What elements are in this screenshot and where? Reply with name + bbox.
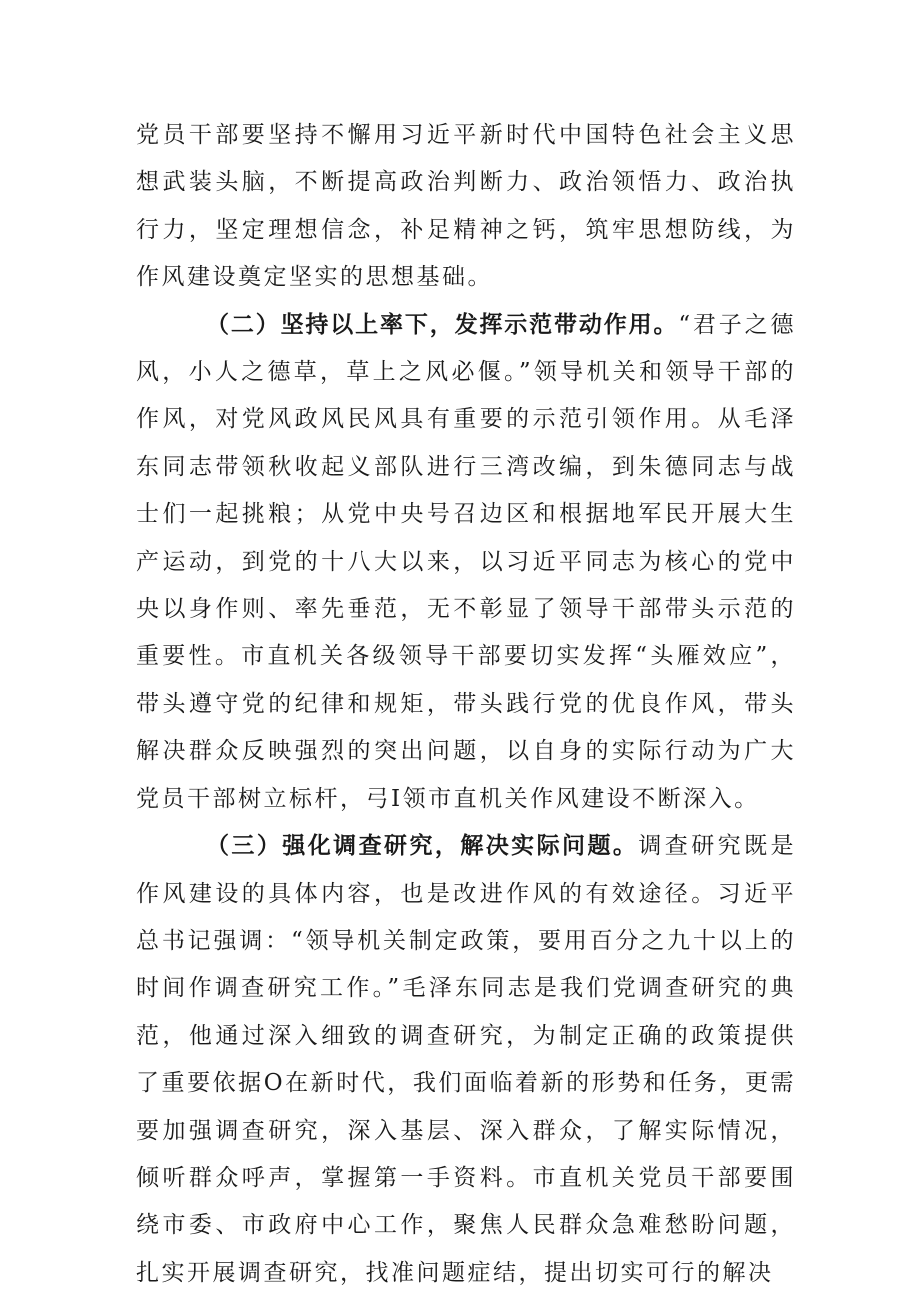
paragraph-body: 党员干部要坚持不懈用习近平新时代中国特色社会主义思想武装头脑，不断提高政治判断力、政治领悟力、政治执行力，坚定理想信念，补足精神之钙，筑牢思想防线，为作风建设奠定坚实的思想基础。 bbox=[136, 122, 796, 291]
document-body bbox=[136, 112, 796, 1297]
section-heading: （三）强化调查研究，解决实际问题。 bbox=[206, 833, 639, 860]
paragraph-body: “君子之德风，小人之德草，草上之风必偃。”领导机关和领导干部的作风，对党风政风民风具有重要的示范引领作用。从毛泽东同志带领秋收起义部队进行三湾改编，到朱德同志与战士们一起挑粮；从党中央号召边区和根据地军民开展大生产运动，到党的十八大以来，以习近平同志为核心的党中央以身作则、率先垂范，无不彰显了领导干部带头示范的重要性。市直机关各级领导干部要切实发挥“头雁效应”，带头遵守党的纪律和规矩，带头践行党的优良作风，带头解决群众反映强烈的突出问题，以自身的实际行动为广大党员干部树立标杆，弓I领市直机关作风建设不断深入。 bbox=[136, 311, 797, 812]
paragraph-section-3 bbox=[136, 823, 796, 1297]
section-heading: （二）坚持以上率下，发挥示范带动作用。 bbox=[206, 311, 679, 338]
paragraph-section-2 bbox=[136, 302, 796, 823]
paragraph-continuation bbox=[136, 112, 796, 302]
paragraph-body: 调查研究既是作风建设的具体内容，也是改进作风的有效途径。习近平总书记强调：“领导机关制定政策，要用百分之九十以上的时间作调查研究工作。”毛泽东同志是我们党调查研究的典范，他通过深入细致的调查研究，为制定正确的政策提供了重要依据O在新时代，我们面临着新的形势和任务，更需要加强调查研究，深入基层、深入群众，了解实际情况，倾听群众呼声，掌握第一手资料。市直机关党员干部要围绕市委、市政府中心工作，聚焦人民群众急难愁盼问题，扎实开展调查研究，找准问题症结，提出切实可行的解决 bbox=[136, 833, 797, 1286]
